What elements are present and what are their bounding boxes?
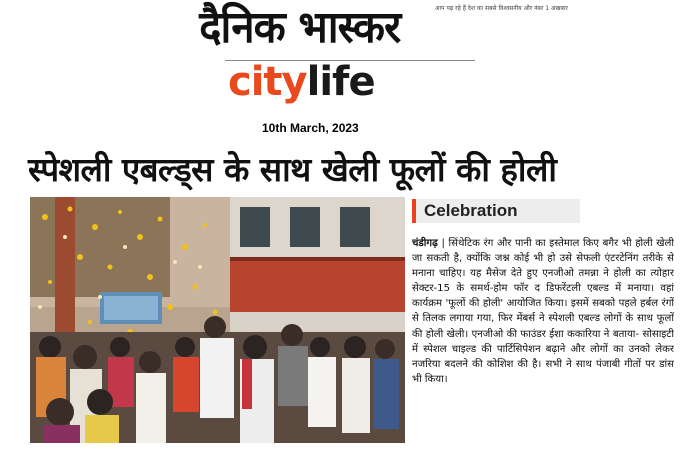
article-photo [30, 197, 405, 443]
article-text: सिंथेटिक रंग और पानी का इस्तेमाल किए बगैर भी होली खेली जा सकती है, क्योंकि जश्न कोई भी हो उसे सेफली एंटरटेनिंग तरीके से मनाना चाहिए। यह मैसेज देते हुए एनजीओ तमन्ना ने होली का त्योहार सेक्टर-15 के समर्थ-होम फॉर द डिफरेंटली एबल्ड में मनाया। वहां कार्यक्रम 'फूलों की होली' आयोजित किया। इसमें सबको पहले हर्बल रंगों से तिलक लगाया गया, फिर मेंबर्स ने स्पेशली एबल्ड लोगों के साथ फूलों की होली खेली। एनजीओ की फाउंडर ईशा ककारिया ने बताया- सोसाइटी में स्पेशल चाइल्ड की पार्टिसिपेशन बढ़ाने और लोगों का उनको लेकर नजरिया बदलने की कोशिश की है। सभी ने साथ पंजाबी गीतों पर डांस भी किया। [412, 238, 674, 385]
publication-date: 10th March, 2023 [262, 121, 359, 135]
masthead [125, 0, 568, 110]
section-logo-city: city [228, 59, 307, 105]
masthead-tagline: आप पढ़ रहे हैं देश का सबसे विश्वसनीय और नंबर 1 अखबार [435, 5, 568, 12]
category-label: Celebration [424, 201, 518, 220]
article-dateline: चंडीगढ़ [412, 238, 438, 249]
newspaper-logo: दैनिक भास्कर [199, 2, 401, 53]
article-headline: स्पेशली एबल्ड्स के साथ खेली फूलों की होली [28, 150, 557, 189]
article-body: चंडीगढ़ | सिंथेटिक रंग और पानी का इस्तेमाल किए बगैर भी होली खेली जा सकती है, क्योंकि जश्न कोई भी हो उसे सेफली एंटरटेनिंग तरीके से मनाना चाहिए। यह मैसेज देते हुए एनजीओ तमन्ना ने होली का त्योहार सेक्टर-15 के समर्थ-होम फॉर द डिफरेंटली एबल्ड में मनाया। वहां कार्यक्रम 'फूलों की होली' आयोजित किया। इसमें सबको पहले हर्बल रंगों से तिलक लगाया गया, फिर मेंबर्स ने स्पेशली एबल्ड लोगों के साथ फूलों की होली खेली। एनजीओ की फाउंडर ईशा ककारिया ने बताया- सोसाइटी में स्पेशल चाइल्ड की पार्टिसिपेशन बढ़ाने और लोगों का उनको लेकर नजरिया बदलने की कोशिश की है। सभी ने साथ पंजाबी गीतों पर डांस भी किया। [412, 238, 674, 385]
section-logo-life: life [306, 59, 375, 105]
section-logo [228, 58, 375, 106]
category-badge [412, 199, 580, 223]
